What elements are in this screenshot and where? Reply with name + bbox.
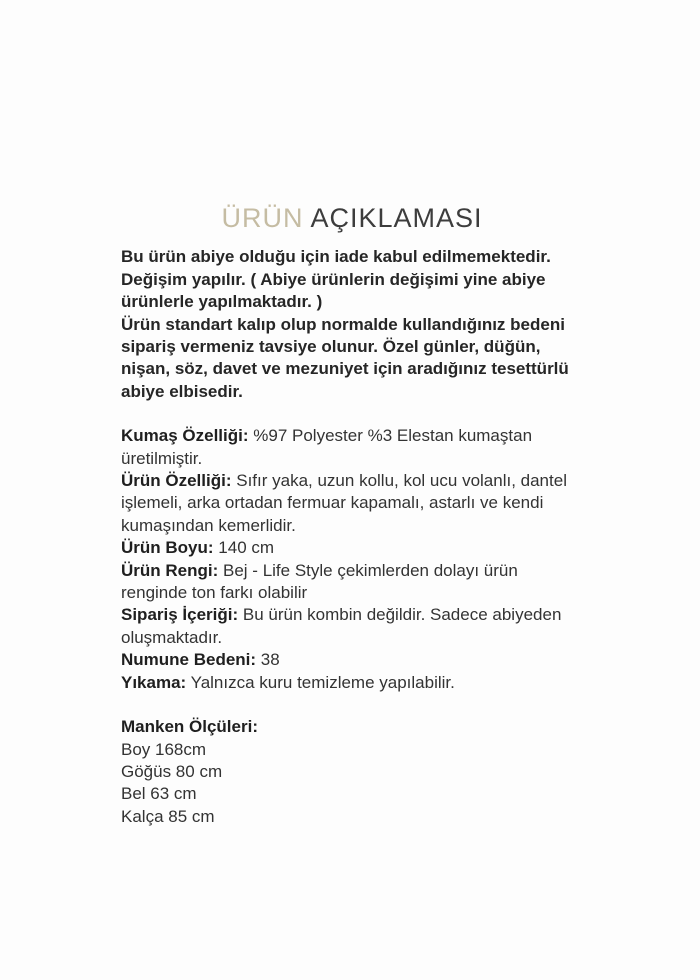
spec-value: Sıfır yaka, uzun kollu, kol ucu volanlı, dantel işlemeli, arka ortadan fermuar kapamalı, astarlı ve kendi kumaşından kemerlidir.: [121, 471, 567, 535]
page-title-rest: AÇIKLAMASI: [310, 203, 483, 233]
spec-row-sample-size: [121, 649, 583, 671]
measurement-item-chest: Göğüs 80 cm: [121, 761, 223, 781]
spec-row-order-contents: [121, 604, 583, 649]
measurements-section: [121, 716, 583, 828]
description-body: [121, 246, 583, 828]
spec-label: Kumaş Özelliği:: [121, 426, 249, 446]
measurement-item-height: Boy 168cm: [121, 739, 207, 759]
spec-value: Bej - Life Style çekimlerden dolayı ürün renginde ton farkı olabilir: [121, 560, 518, 603]
spec-value: 140 cm: [218, 538, 275, 558]
measurement-item-hip: Kalça 85 cm: [121, 806, 215, 826]
spec-row-color: [121, 560, 583, 605]
spec-label: Ürün Boyu:: [121, 538, 214, 558]
content-column: [121, 0, 583, 828]
spec-value: Yalnızca kuru temizleme yapılabilir.: [190, 672, 455, 692]
spec-label: Sipariş İçeriği:: [121, 605, 239, 625]
spec-label: Ürün Rengi:: [121, 560, 219, 580]
spec-row-product-feature: [121, 470, 583, 537]
spec-value: 38: [260, 650, 280, 670]
spec-row-length: [121, 537, 583, 559]
intro-paragraph-return-policy: Bu ürün abiye olduğu için iade kabul edilmemektedir. Değişim yapılır. ( Abiye ürünlerin değişimi yine abiye ürünlerle yapılmaktadır. ): [121, 247, 551, 312]
measurements-heading: Manken Ölçüleri:: [121, 717, 258, 737]
spec-row-washing: [121, 672, 583, 694]
intro-section: [121, 246, 583, 403]
spec-value: %97 Polyester %3 Elestan kumaştan üretilmiştir.: [121, 426, 533, 468]
spec-label: Yıkama:: [121, 672, 187, 692]
specs-section: [121, 425, 583, 694]
measurement-item-waist: Bel 63 cm: [121, 784, 197, 804]
spec-label: Ürün Özelliği:: [121, 471, 232, 491]
spec-row-fabric: [121, 425, 583, 470]
spec-value: Bu ürün kombin değildir. Sadece abiyeden oluşmaktadır.: [121, 605, 562, 647]
intro-paragraph-sizing-advice: Ürün standart kalıp olup normalde kullandığınız bedeni sipariş vermeniz tavsiye olunur. Özel günler, düğün, nişan, söz, davet ve mezuniyet için aradığınız tesettürlü abiye elbisedir.: [121, 314, 569, 401]
page-title-accent: ÜRÜN: [221, 203, 304, 233]
spec-label: Numune Bedeni:: [121, 650, 257, 670]
page-title: [121, 202, 583, 234]
